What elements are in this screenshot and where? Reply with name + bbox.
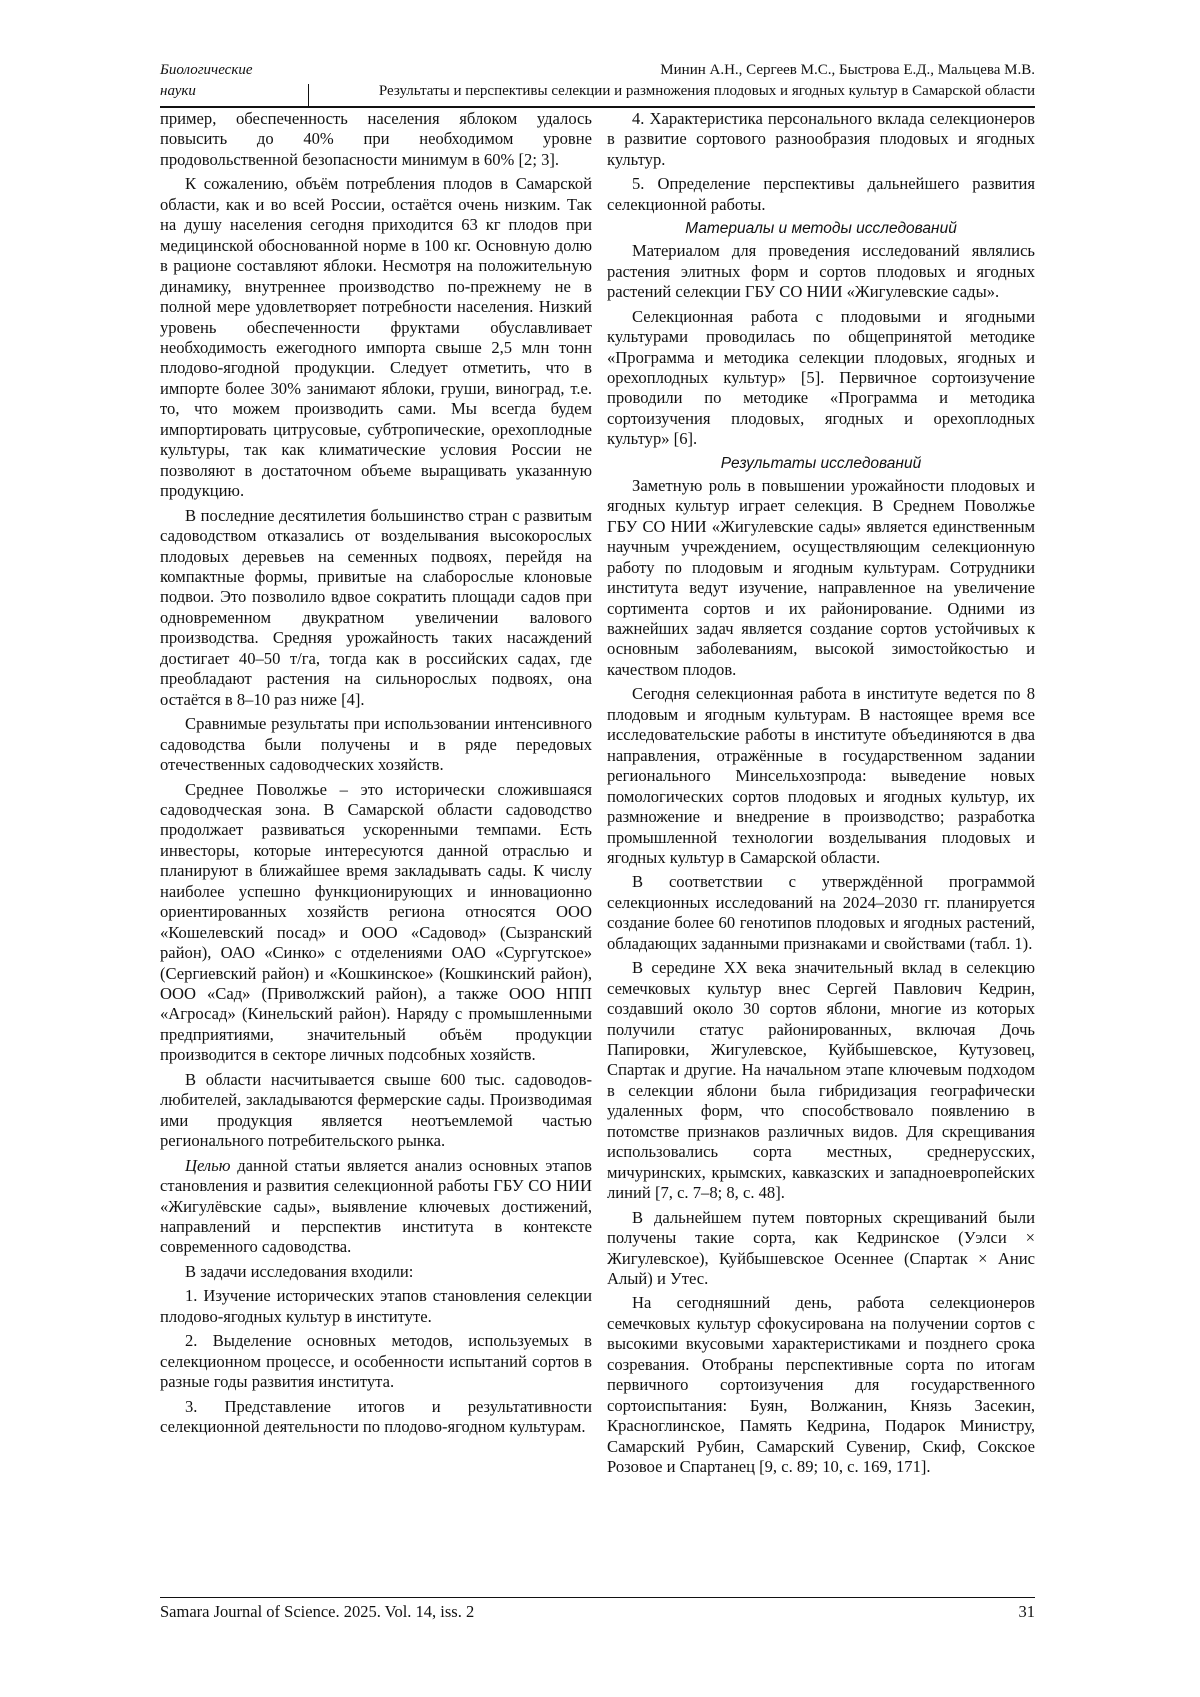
paragraph: На сегодняшний день, работа селекционеров семечковых культур сфокусирована на получении сортов с высокими вкусовыми характеристиками и позднего срока созревания. Отобраны перспективные сорта по итогам первичного сортоизучения для государственного сортоиспытания: Буян, Волжанин, Князь Засекин, Красноглинское, Память Кедрина, Подарок Министру, Самарский Рубин, Самарский Сувенир, Скиф, Сокское Розовое и Спартанец [9, с. 89; 10, с. 169, 171].: [607, 1293, 1035, 1477]
list-item: 3. Представление итогов и результативности селекционной деятельности по плодово-ягодном культурам.: [160, 1397, 592, 1438]
footer-journal: Samara Journal of Science. 2025. Vol. 14, iss. 2: [160, 1602, 474, 1621]
paragraph: В области насчитывается свыше 600 тыс. садоводов-любителей, закладываются фермерские сады. Производимая ими продукция является неотъемлемой частью регионального потребительского рынка.: [160, 1070, 592, 1152]
list-item: 5. Определение перспективы дальнейшего развития селекционной работы.: [607, 174, 1035, 215]
header-authors: Минин А.Н., Сергеев М.С., Быстрова Е.Д., Мальцева М.В.: [660, 62, 1035, 79]
aim-text: данной статьи является анализ основных этапов становления и развития селекционной работы ГБУ СО НИИ «Жигулёвские сады», выявление ключевых достижений, направлений и перспектив института в контексте современного садоводства.: [160, 1156, 592, 1257]
aim-keyword: Целью: [185, 1156, 230, 1175]
paragraph: В задачи исследования входили:: [160, 1262, 592, 1282]
paragraph: В середине XX века значительный вклад в селекцию семечковых культур внес Сергей Павлович Кедрин, создавший около 30 сортов яблони, многие из которых получили статус районированных, включая Дочь Папировки, Жигулевское, Куйбышевское, Кутузовец, Спартак и другие. На начальном этапе ключевым подходом в селекции яблони была гибридизация географически удаленных форм, что способствовало появлению в потомстве признаков различных видов. Для скрещивания использовались сорта местных, среднерусских, мичуринских, крымских, кавказских и западноевропейских линий [7, с. 7–8; 8, с. 48].: [607, 958, 1035, 1203]
list-item: 4. Характеристика персонального вклада селекционеров в развитие сортового разнообразия плодовых и ягодных культур.: [607, 109, 1035, 170]
paragraph: В дальнейшем путем повторных скрещиваний были получены такие сорта, как Кедринское (Уэлси × Жигулевское), Куйбышевское Осеннее (Спартак × Анис Алый) и Утес.: [607, 1208, 1035, 1290]
header-divider: [308, 84, 309, 106]
header-section: Биологические: [160, 62, 253, 79]
left-column: [160, 109, 592, 1442]
paragraph: Селекционная работа с плодовыми и ягодными культурами проводилась по общепринятой методике «Программа и методика селекции плодовых, ягодных и орехоплодных культур» [5]. Первичное сортоизучение проводили по методике «Программа и методика сортоизучения плодовых, ягодных и орехоплодных культур» [6].: [607, 307, 1035, 450]
header-section-2: науки: [160, 83, 196, 100]
paragraph: Сравнимые результаты при использовании интенсивного садоводства были получены и в ряде передовых отечественных садоводческих хозяйств.: [160, 714, 592, 775]
paragraph: К сожалению, объём потребления плодов в Самарской области, как и во всей России, остаётся очень низким. Так на душу населения сегодня приходится 63 кг плодов при медицинской обоснованной норме в 100 кг. Основную долю в рационе составляют яблоки. Несмотря на положительную динамику, внутреннее производство по-прежнему не в полной мере удовлетворяет потребности населения. Низкий уровень обеспеченности фруктами обуславливает необходимость ежегодного импорта свыше 2,5 млн тонн плодово-ягодной продукции. Следует отметить, что в импорте более 30% занимают яблоки, груши, виноград, т.е. то, что можем производить сами. Мы всегда будем импортировать цитрусовые, субтропические, орехоплодные культуры, так как климатические условия России не позволяют в достаточном объеме выращивать указанную продукцию.: [160, 174, 592, 501]
page-number: 31: [1019, 1602, 1036, 1622]
running-header: [160, 62, 1035, 108]
section-heading-methods: Материалы и методы исследований: [607, 219, 1035, 239]
paragraph: В соответствии с утверждённой программой селекционных исследований на 2024–2030 гг. планируется создание более 60 генотипов плодовых и ягодных растений, обладающих заданными признаками и свойствами (табл. 1).: [607, 872, 1035, 954]
paragraph: Заметную роль в повышении урожайности плодовых и ягодных культур играет селекция. В Среднем Поволжье ГБУ СО НИИ «Жигулевские сады» является единственным научным учреждением, осуществляющим селекционную работу по плодовым и ягодным культурам. Сотрудники института ведут изучение, направленное на увеличение сортимента сортов и их районирование. Одними из важнейших задач является создание сортов устойчивых к основным заболеваниям, высокой зимостойкостью и качеством плодов.: [607, 476, 1035, 681]
list-item: 1. Изучение исторических этапов становления селекции плодово-ягодных культур в институте.: [160, 1286, 592, 1327]
paragraph-aim: [160, 1156, 592, 1258]
paragraph: Материалом для проведения исследований являлись растения элитных форм и сортов плодовых и ягодных растений селекции ГБУ СО НИИ «Жигулевские сады».: [607, 241, 1035, 302]
paragraph: пример, обеспеченность населения яблоком удалось повысить до 40% при необходимом уровне продовольственной безопасности минимум в 60% [2; 3].: [160, 109, 592, 170]
page-footer: [160, 1597, 1035, 1622]
paragraph: Сегодня селекционная работа в институте ведется по 8 плодовым и ягодным культурам. В настоящее время все исследовательские работы в институте объединяются в два направления, отражённые в государственном задании регионального Минсельхозпрода: выведение новых помологических сортов плодовых и ягодных культур, их размножение и внедрение в производство; разработка промышленной технологии возделывания плодовых и ягодных культур в Самарской области.: [607, 684, 1035, 868]
paragraph: Среднее Поволжье – это исторически сложившаяся садоводческая зона. В Самарской области садоводство продолжает развиваться ускоренными темпами. Есть инвесторы, которые интересуются данной отраслью и планируют в ближайшее время закладывать сады. К числу наиболее успешно функционирующих и инновационно ориентированных хозяйств региона относятся ООО «Кошелевский посад» и ООО «Садовод» (Сызранский район), ОАО «Синко» с отделениями ОАО «Сургутское» (Сергиевский район) и «Кошкинское» (Кошкинский район), ООО «Сад» (Приволжский район), а также ООО НПП «Агросад» (Кинельский район). Наряду с промышленными предприятиями, значительный объём продукции производится в секторе личных подсобных хозяйств.: [160, 780, 592, 1066]
right-column: [607, 109, 1035, 1482]
section-heading-results: Результаты исследований: [607, 454, 1035, 474]
header-article-title: Результаты и перспективы селекции и размножения плодовых и ягодных культур в Самарской области: [379, 83, 1035, 100]
paragraph: В последние десятилетия большинство стран с развитым садоводством отказались от возделывания высокорослых плодовых деревьев на семенных подвоях, перейдя на компактные формы, привитые на слаборослые клоновые подвои. Это позволило вдвое сократить площади садов при одновременном двукратном увеличении валового производства. Средняя урожайность таких насаждений достигает 40–50 т/га, тогда как в российских садах, где преобладают растения на сильнорослых подвоях, она остаётся в 8–10 раз ниже [4].: [160, 506, 592, 711]
list-item: 2. Выделение основных методов, используемых в селекционном процессе, и особенности испытаний сортов в разные годы развития института.: [160, 1331, 592, 1392]
